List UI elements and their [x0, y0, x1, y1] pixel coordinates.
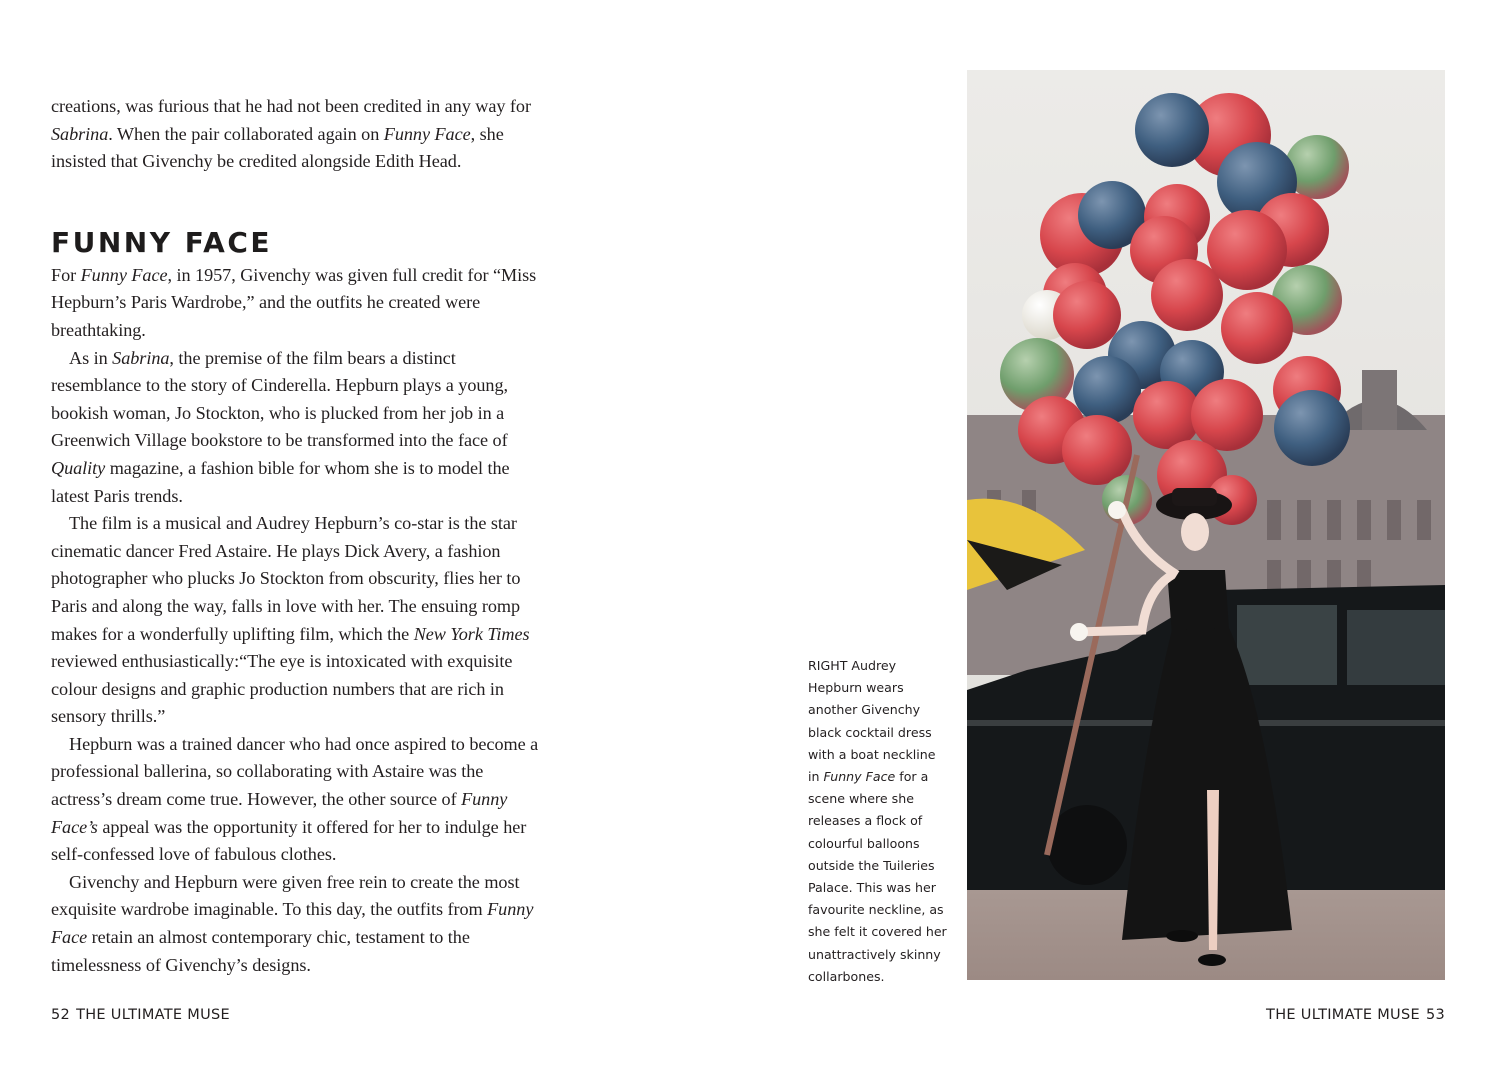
photo-audrey-hepburn-balloons [967, 70, 1445, 980]
italic-title: Funny Face [80, 264, 168, 285]
page-number-left: 52 [51, 1007, 71, 1023]
body-paragraph [51, 345, 541, 511]
body-paragraph [51, 262, 541, 345]
photo-illustration [967, 70, 1445, 980]
italic-title: Funny Face’s [51, 789, 508, 837]
folio-right [1266, 1007, 1445, 1023]
text-run: For [51, 264, 81, 285]
body-paragraph [51, 510, 541, 731]
text-run: As in [69, 347, 113, 368]
text-run: , in 1957, Givenchy was given full credit for “Miss Hepburn’s Paris Wardrobe,” and the outfits he created were breathtaking. [51, 264, 537, 340]
folio-left [51, 1007, 230, 1023]
italic-title: Quality [51, 457, 106, 478]
italic-title: New York Times [413, 623, 530, 644]
italic-title: Funny Face [823, 769, 896, 785]
italic-title: Sabrina [51, 123, 109, 144]
text-run: , the premise of the film bears a distinct resemblance to the story of Cinderella. Hepburn plays a young, bookish woman, Jo Stockton, who is plucked from her job in a Greenwich Village bookstore to be transformed into the face of [51, 347, 509, 451]
intro-text [51, 93, 541, 176]
page-number-right: 53 [1425, 1007, 1445, 1023]
italic-title: Funny Face [51, 899, 534, 948]
intro-paragraph [51, 93, 541, 176]
text-run: , she insisted that Givenchy be credited alongside Edith Head. [51, 123, 504, 172]
text-run: . When the pair collaborated again on [108, 123, 384, 144]
text-run: for a scene where she releases a flock of colourful balloons outside the Tuileries Palace. This was her favourite neckline, as she felt it covered her unattractively skinny collarbones. [808, 769, 947, 984]
photo-caption [808, 655, 948, 988]
running-title-right: THE ULTIMATE MUSE [1266, 1007, 1420, 1023]
text-run: magazine, a fashion bible for whom she is to model the latest Paris trends. [51, 457, 510, 506]
text-run: Givenchy and Hepburn were given free rein to create the most exquisite wardrobe imaginable. To this day, the outfits from [51, 871, 520, 920]
section-heading: FUNNY FACE [51, 225, 273, 259]
body-paragraphs [51, 262, 541, 979]
text-run: Hepburn was a trained dancer who had once aspired to become a professional ballerina, so collaborating with Astaire was the actress’s dream come true. However, the other source of [51, 733, 539, 810]
body-paragraph [51, 869, 541, 979]
body-paragraph [51, 731, 541, 869]
italic-title: Sabrina [112, 347, 170, 368]
text-run: The film is a musical and Audrey Hepburn’s co-star is the star cinematic dancer Fred Astaire. He plays Dick Avery, a fashion photographer who plucks Jo Stockton from obscurity, flies her to Paris and along the way, falls in love with her. The ensuing romp makes for a wonderfully uplifting film, which the [51, 513, 521, 644]
left-page [51, 93, 541, 979]
running-title-left: THE ULTIMATE MUSE [76, 1007, 230, 1023]
text-run: reviewed enthusiastically:“The eye is intoxicated with exquisite colour designs and graphic production numbers that are rich in sensory thrills.” [51, 651, 513, 727]
text-run: appeal was the opportunity it offered for her to indulge her self-confessed love of fabulous clothes. [51, 816, 527, 865]
text-run: RIGHT Audrey Hepburn wears another Givenchy black cocktail dress with a boat neckline in [808, 658, 936, 785]
text-run: retain an almost contemporary chic, testament to the timelessness of Givenchy’s designs. [51, 927, 470, 975]
italic-title: Funny Face [383, 123, 471, 144]
text-run: creations, was furious that he had not been credited in any way for [51, 96, 531, 116]
